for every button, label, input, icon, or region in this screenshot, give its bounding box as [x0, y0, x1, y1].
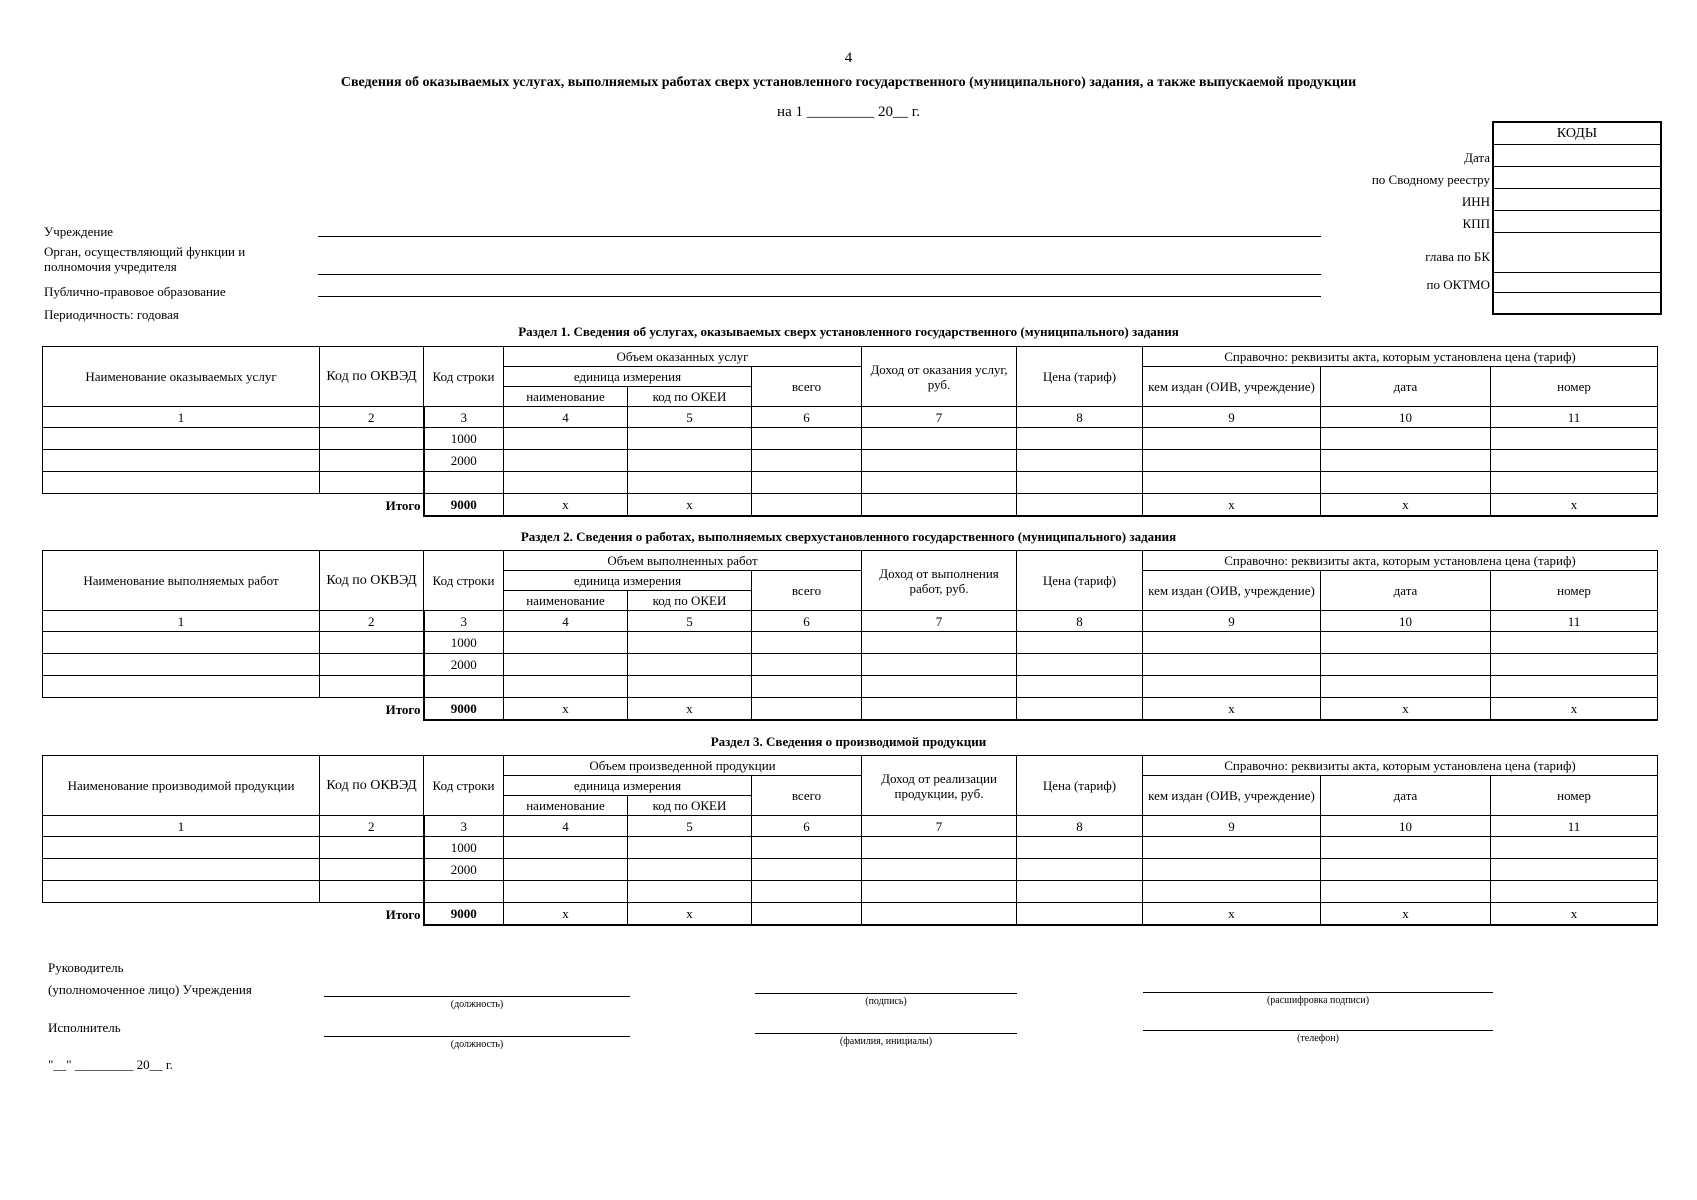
section-2-title: Раздел 2. Сведения о работах, выполняемых сверхустановленного государственного (муниципального) задания: [520, 529, 1177, 544]
data-cell[interactable]: [1017, 654, 1143, 676]
data-cell[interactable]: [1017, 881, 1143, 903]
institution-label: Учреждение: [44, 224, 114, 239]
table-row: [43, 676, 1658, 698]
data-cell[interactable]: [43, 472, 320, 494]
name-header: Наименование выполняемых работ: [43, 551, 320, 611]
data-cell[interactable]: [504, 837, 628, 859]
unit-header: единица измерения: [504, 776, 752, 796]
code-cell-registry[interactable]: [1494, 167, 1660, 189]
founder-label: Орган, осуществляющий функции и полномочия учредителя: [44, 244, 246, 274]
price-header: Цена (тариф): [1017, 551, 1143, 611]
data-cell[interactable]: [1491, 676, 1658, 698]
data-cell[interactable]: [43, 859, 320, 881]
section-1-title: Раздел 1. Сведения об услугах, оказываемых сверх установленного государственного (муниципального) задания: [518, 324, 1179, 339]
code-cell-oktmo[interactable]: [1494, 273, 1660, 293]
codes-block: [1492, 121, 1662, 315]
column-number: 1: [43, 816, 320, 837]
code-label-registry: по Сводному реестру: [1371, 172, 1490, 187]
column-number: 5: [628, 816, 752, 837]
column-number: 10: [1321, 407, 1491, 428]
column-number: 9: [1143, 611, 1321, 632]
data-cell[interactable]: [1017, 903, 1143, 926]
executor-label: Исполнитель: [48, 1020, 121, 1035]
data-cell[interactable]: [862, 632, 1017, 654]
column-number: 4: [504, 816, 628, 837]
reference-header: Справочно: реквизиты акта, которым установлена цена (тариф): [1143, 347, 1658, 367]
act-number-header: номер: [1491, 776, 1658, 816]
x-mark: x: [1321, 903, 1491, 926]
x-mark: x: [628, 903, 752, 926]
header-row: [43, 551, 1658, 571]
data-cell[interactable]: [43, 428, 320, 450]
total-row: [43, 698, 1658, 721]
issued-by-header: кем издан (ОИВ, учреждение): [1143, 367, 1321, 407]
row-code: 2000: [424, 859, 504, 881]
issued-by-header: кем издан (ОИВ, учреждение): [1143, 776, 1321, 816]
x-mark: x: [628, 698, 752, 721]
column-number: 11: [1491, 407, 1658, 428]
head-label-2: (уполномоченное лицо) Учреждения: [48, 982, 252, 997]
head-signature-caption: (подпись): [865, 996, 907, 1007]
head-decoding-caption: (расшифровка подписи): [1266, 995, 1370, 1006]
data-cell[interactable]: [1321, 472, 1491, 494]
x-mark: x: [1321, 494, 1491, 517]
data-cell[interactable]: [43, 632, 320, 654]
unit-name-header: наименование: [504, 796, 628, 816]
okved-header: Код по ОКВЭД: [320, 551, 424, 611]
code-label-bk: глава по БК: [1425, 249, 1490, 264]
act-number-header: номер: [1491, 367, 1658, 407]
code-label-inn: ИНН: [1461, 194, 1490, 209]
data-cell[interactable]: [1321, 859, 1491, 881]
data-cell[interactable]: [752, 881, 862, 903]
data-cell[interactable]: [504, 472, 628, 494]
column-number: 3: [424, 407, 504, 428]
data-cell[interactable]: [628, 472, 752, 494]
data-cell[interactable]: [1321, 676, 1491, 698]
data-cell[interactable]: [1143, 450, 1321, 472]
data-cell[interactable]: [752, 654, 862, 676]
column-number: 2: [320, 611, 424, 632]
column-number: 7: [862, 407, 1017, 428]
data-cell[interactable]: [1143, 654, 1321, 676]
x-mark: x: [1143, 698, 1321, 721]
data-cell[interactable]: [862, 903, 1017, 926]
head-position-caption: (должность): [450, 999, 504, 1010]
data-cell[interactable]: [862, 676, 1017, 698]
price-header: Цена (тариф): [1017, 756, 1143, 816]
data-cell[interactable]: [628, 837, 752, 859]
data-cell[interactable]: [628, 654, 752, 676]
data-cell[interactable]: [504, 654, 628, 676]
reference-header: Справочно: реквизиты акта, которым установлена цена (тариф): [1143, 756, 1658, 776]
x-mark: x: [504, 698, 628, 721]
header-row: [43, 756, 1658, 776]
data-cell[interactable]: [1143, 472, 1321, 494]
data-cell[interactable]: [1491, 881, 1658, 903]
total-code: 9000: [424, 494, 504, 517]
okei-header: код по ОКЕИ: [628, 387, 752, 407]
data-cell[interactable]: [1017, 472, 1143, 494]
column-number: 2: [320, 816, 424, 837]
code-label-date: Дата: [1464, 150, 1490, 165]
volume-header: Объем выполненных работ: [504, 551, 862, 571]
total-volume-header: всего: [752, 776, 862, 816]
data-cell[interactable]: [1017, 494, 1143, 517]
reference-header: Справочно: реквизиты акта, которым установлена цена (тариф): [1143, 551, 1658, 571]
x-mark: x: [1491, 494, 1658, 517]
price-header: Цена (тариф): [1017, 347, 1143, 407]
column-number: 9: [1143, 407, 1321, 428]
data-cell[interactable]: [628, 676, 752, 698]
data-cell[interactable]: [320, 428, 424, 450]
codes-header: КОДЫ: [1494, 123, 1660, 145]
data-cell[interactable]: [320, 676, 424, 698]
data-cell[interactable]: [1143, 859, 1321, 881]
executor-fio-line[interactable]: [755, 1033, 1017, 1034]
unit-header: единица измерения: [504, 571, 752, 591]
data-cell[interactable]: [504, 676, 628, 698]
data-cell[interactable]: [1321, 881, 1491, 903]
table-row: [43, 472, 1658, 494]
x-mark: x: [1491, 903, 1658, 926]
total-volume-header: всего: [752, 571, 862, 611]
row-code: 1000: [424, 428, 504, 450]
data-cell[interactable]: [628, 881, 752, 903]
data-cell[interactable]: [1321, 428, 1491, 450]
data-cell[interactable]: [752, 450, 862, 472]
data-cell[interactable]: [862, 450, 1017, 472]
sign-date-line: "__" _________ 20__ г.: [48, 1057, 173, 1072]
data-cell[interactable]: [752, 632, 862, 654]
data-cell[interactable]: [504, 632, 628, 654]
data-cell[interactable]: [1017, 676, 1143, 698]
code-cell-extra[interactable]: [1494, 293, 1660, 313]
code-cell-inn[interactable]: [1494, 189, 1660, 211]
data-cell[interactable]: [1017, 859, 1143, 881]
okei-header: код по ОКЕИ: [628, 591, 752, 611]
code-label-oktmo: по ОКТМО: [1426, 277, 1490, 292]
column-number: 11: [1491, 816, 1658, 837]
data-cell[interactable]: [1321, 450, 1491, 472]
head-decoding-line[interactable]: [1143, 992, 1493, 993]
table-row: [43, 881, 1658, 903]
data-cell[interactable]: [752, 903, 862, 926]
total-code: 9000: [424, 903, 504, 926]
column-number: 2: [320, 407, 424, 428]
okved-header: Код по ОКВЭД: [320, 756, 424, 816]
table-row: [43, 632, 1658, 654]
code-cell-bk[interactable]: [1494, 233, 1660, 273]
unit-name-header: наименование: [504, 591, 628, 611]
data-cell[interactable]: [862, 494, 1017, 517]
public-entity-line[interactable]: [318, 296, 1321, 297]
data-cell[interactable]: [1143, 632, 1321, 654]
table-row: [43, 428, 1658, 450]
row-code: 2000: [424, 450, 504, 472]
data-cell[interactable]: [752, 676, 862, 698]
table-row: [43, 654, 1658, 676]
row-code: [424, 676, 504, 698]
column-number: 7: [862, 816, 1017, 837]
row-code: 1000: [424, 632, 504, 654]
data-cell[interactable]: [320, 450, 424, 472]
data-cell[interactable]: [1491, 450, 1658, 472]
table-row: [43, 837, 1658, 859]
data-cell[interactable]: [43, 881, 320, 903]
income-header: Доход от оказания услуг, руб.: [862, 347, 1017, 407]
income-header: Доход от выполнения работ, руб.: [862, 551, 1017, 611]
data-cell[interactable]: [1321, 632, 1491, 654]
code-cell-date[interactable]: [1494, 145, 1660, 167]
section-3-table: [42, 755, 1658, 926]
data-cell[interactable]: [504, 450, 628, 472]
data-cell[interactable]: [320, 654, 424, 676]
column-number: 1: [43, 611, 320, 632]
periodicity-label: Периодичность: годовая: [44, 307, 179, 322]
data-cell[interactable]: [1017, 837, 1143, 859]
data-cell[interactable]: [1491, 859, 1658, 881]
column-number: 9: [1143, 816, 1321, 837]
data-cell[interactable]: [752, 472, 862, 494]
data-cell[interactable]: [628, 632, 752, 654]
executor-phone-line[interactable]: [1143, 1030, 1493, 1031]
column-numbers-row: [43, 816, 1658, 837]
data-cell[interactable]: [752, 428, 862, 450]
column-number: 3: [424, 816, 504, 837]
data-cell[interactable]: [320, 632, 424, 654]
head-label-1: Руководитель: [48, 960, 124, 975]
data-cell[interactable]: [862, 698, 1017, 721]
data-cell[interactable]: [1017, 428, 1143, 450]
okved-header: Код по ОКВЭД: [320, 347, 424, 407]
unit-name-header: наименование: [504, 387, 628, 407]
data-cell[interactable]: [320, 881, 424, 903]
data-cell[interactable]: [862, 881, 1017, 903]
column-number: 5: [628, 611, 752, 632]
data-cell[interactable]: [1491, 472, 1658, 494]
section-1-table: [42, 346, 1658, 517]
document-title: Сведения об оказываемых услугах, выполняемых работах сверх установленного государственного (муниципального) задания, а также выпускаемой продукции: [340, 75, 1357, 90]
data-cell[interactable]: [752, 494, 862, 517]
column-number: 7: [862, 611, 1017, 632]
total-volume-header: всего: [752, 367, 862, 407]
data-cell[interactable]: [862, 428, 1017, 450]
data-cell[interactable]: [1321, 837, 1491, 859]
data-cell[interactable]: [43, 837, 320, 859]
column-numbers-row: [43, 407, 1658, 428]
column-number: 10: [1321, 816, 1491, 837]
report-date-line: на 1 _________ 20__ г.: [777, 104, 920, 120]
unit-header: единица измерения: [504, 367, 752, 387]
issued-by-header: кем издан (ОИВ, учреждение): [1143, 571, 1321, 611]
data-cell[interactable]: [1143, 837, 1321, 859]
data-cell[interactable]: [1491, 654, 1658, 676]
column-number: 8: [1017, 407, 1143, 428]
okei-header: код по ОКЕИ: [628, 796, 752, 816]
data-cell[interactable]: [1321, 654, 1491, 676]
column-number: 8: [1017, 816, 1143, 837]
header-row: [43, 347, 1658, 367]
data-cell[interactable]: [1017, 450, 1143, 472]
institution-line[interactable]: [318, 236, 1321, 237]
name-header: Наименование производимой продукции: [43, 756, 320, 816]
data-cell[interactable]: [43, 676, 320, 698]
public-entity-label: Публично-правовое образование: [44, 284, 226, 299]
data-cell[interactable]: [1491, 837, 1658, 859]
code-label-kpp: КПП: [1462, 216, 1490, 231]
data-cell[interactable]: [1143, 428, 1321, 450]
act-number-header: номер: [1491, 571, 1658, 611]
executor-phone-caption: (телефон): [1297, 1033, 1339, 1044]
data-cell[interactable]: [504, 881, 628, 903]
data-cell[interactable]: [628, 450, 752, 472]
volume-header: Объем оказанных услуг: [504, 347, 862, 367]
data-cell[interactable]: [504, 428, 628, 450]
income-header: Доход от реализации продукции, руб.: [862, 756, 1017, 816]
total-row: [43, 903, 1658, 926]
column-number: 4: [504, 407, 628, 428]
data-cell[interactable]: [1491, 428, 1658, 450]
column-number: 8: [1017, 611, 1143, 632]
x-mark: x: [1143, 494, 1321, 517]
x-mark: x: [1491, 698, 1658, 721]
page-number: 4: [844, 50, 853, 66]
name-header: Наименование оказываемых услуг: [43, 347, 320, 407]
data-cell[interactable]: [504, 859, 628, 881]
data-cell[interactable]: [628, 428, 752, 450]
x-mark: x: [504, 903, 628, 926]
x-mark: x: [504, 494, 628, 517]
data-cell[interactable]: [752, 859, 862, 881]
head-position-line[interactable]: [324, 996, 630, 997]
column-number: 6: [752, 611, 862, 632]
data-cell[interactable]: [320, 837, 424, 859]
data-cell[interactable]: [43, 450, 320, 472]
row-code: [424, 881, 504, 903]
founder-line[interactable]: [318, 274, 1321, 275]
total-row: [43, 494, 1658, 517]
row-code-header: Код строки: [424, 347, 504, 407]
section-3-title: Раздел 3. Сведения о производимой продукции: [710, 734, 987, 749]
data-cell[interactable]: [1143, 676, 1321, 698]
act-date-header: дата: [1321, 571, 1491, 611]
data-cell[interactable]: [1491, 632, 1658, 654]
total-label: Итого: [43, 903, 424, 926]
data-cell[interactable]: [862, 837, 1017, 859]
column-number: 6: [752, 816, 862, 837]
act-date-header: дата: [1321, 367, 1491, 407]
column-number: 10: [1321, 611, 1491, 632]
head-signature-line[interactable]: [755, 993, 1017, 994]
data-cell[interactable]: [752, 698, 862, 721]
column-number: 6: [752, 407, 862, 428]
executor-position-caption: (должность): [450, 1039, 504, 1050]
column-number: 5: [628, 407, 752, 428]
data-cell[interactable]: [1017, 632, 1143, 654]
x-mark: x: [1321, 698, 1491, 721]
volume-header: Объем произведенной продукции: [504, 756, 862, 776]
executor-position-line[interactable]: [324, 1036, 630, 1037]
column-numbers-row: [43, 611, 1658, 632]
row-code-header: Код строки: [424, 756, 504, 816]
data-cell[interactable]: [1017, 698, 1143, 721]
data-cell[interactable]: [43, 654, 320, 676]
total-label: Итого: [43, 494, 424, 517]
row-code: 1000: [424, 837, 504, 859]
column-number: 3: [424, 611, 504, 632]
total-label: Итого: [43, 698, 424, 721]
data-cell[interactable]: [752, 837, 862, 859]
data-cell[interactable]: [1143, 881, 1321, 903]
data-cell[interactable]: [320, 859, 424, 881]
column-number: 1: [43, 407, 320, 428]
row-code-header: Код строки: [424, 551, 504, 611]
data-cell[interactable]: [320, 472, 424, 494]
x-mark: x: [1143, 903, 1321, 926]
row-code: [424, 472, 504, 494]
section-2-table: [42, 550, 1658, 721]
table-row: [43, 450, 1658, 472]
row-code: 2000: [424, 654, 504, 676]
data-cell[interactable]: [628, 859, 752, 881]
code-cell-kpp[interactable]: [1494, 211, 1660, 233]
data-cell[interactable]: [862, 654, 1017, 676]
data-cell[interactable]: [862, 472, 1017, 494]
table-row: [43, 859, 1658, 881]
x-mark: x: [628, 494, 752, 517]
act-date-header: дата: [1321, 776, 1491, 816]
data-cell[interactable]: [862, 859, 1017, 881]
column-number: 11: [1491, 611, 1658, 632]
total-code: 9000: [424, 698, 504, 721]
executor-fio-caption: (фамилия, инициалы): [839, 1036, 933, 1047]
column-number: 4: [504, 611, 628, 632]
